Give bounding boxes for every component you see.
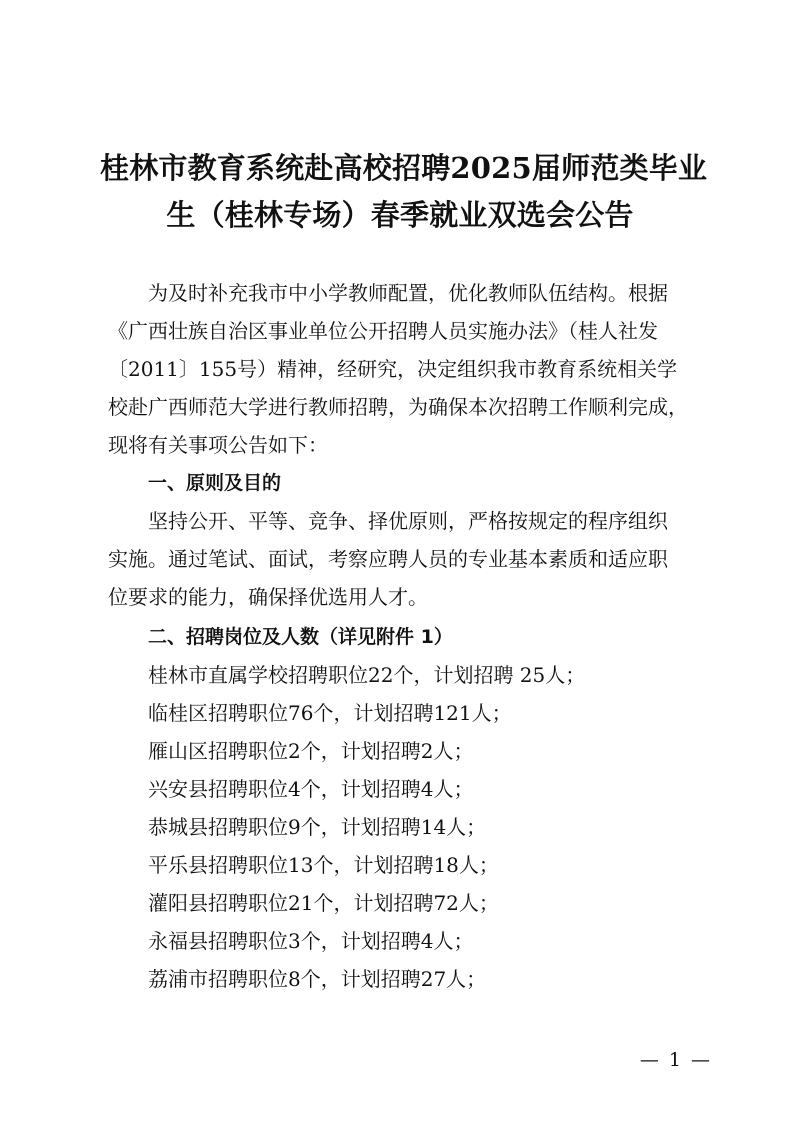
list-item: 恭城县招聘职位9个，计划招聘14人； [148, 815, 487, 839]
document-body [108, 274, 716, 998]
title-line-2: 生（桂林专场）春季就业双选会公告 [166, 198, 634, 232]
list-item: 临桂区招聘职位76个，计划招聘121人； [148, 701, 512, 725]
intro-line-3: 〔2011〕155号）精神，经研究，决定组织我市教育系统相关学 [108, 357, 678, 381]
section-1-line-3: 位要求的能力，确保择优选用人才。 [108, 585, 428, 609]
intro-line-2: 《广西壮族自治区事业单位公开招聘人员实施办法》（桂人社发 [108, 319, 658, 343]
intro-line-1: 为及时补充我市中小学教师配置，优化教师队伍结构。根据 [148, 281, 668, 305]
list-item: 灌阳县招聘职位21个，计划招聘72人； [148, 891, 499, 915]
list-item: 荔浦市招聘职位8个，计划招聘27人； [148, 967, 487, 991]
list-item: 兴安县招聘职位4个，计划招聘4人； [148, 777, 474, 801]
section-2-heading: 二、招聘岗位及人数（详见附件 1） [148, 626, 453, 648]
title-line-1: 桂林市教育系统赴高校招聘2025届师范类毕业 [100, 151, 708, 185]
list-item: 桂林市直属学校招聘职位22个，计划招聘 25人； [148, 663, 586, 687]
intro-line-4: 校赴广西师范大学进行教师招聘，为确保本次招聘工作顺利完成， [108, 395, 688, 419]
list-item: 雁山区招聘职位2个，计划招聘2人； [148, 739, 474, 763]
section-1-paragraph [108, 502, 716, 616]
recruitment-quota-list [108, 656, 716, 998]
document-title [100, 145, 708, 239]
section-1-heading: 一、原则及目的 [148, 472, 282, 494]
section-1-line-1: 坚持公开、平等、竞争、择优原则，严格按规定的程序组织 [148, 509, 668, 533]
intro-line-5: 现将有关事项公告如下： [108, 433, 328, 457]
list-item: 平乐县招聘职位13个，计划招聘18人； [148, 853, 499, 877]
page-number: — 1 — [639, 1049, 712, 1071]
intro-paragraph [108, 274, 716, 464]
list-item: 永福县招聘职位3个，计划招聘4人； [148, 929, 474, 953]
section-1-line-2: 实施。通过笔试、面试，考察应聘人员的专业基本素质和适应职 [108, 547, 668, 571]
